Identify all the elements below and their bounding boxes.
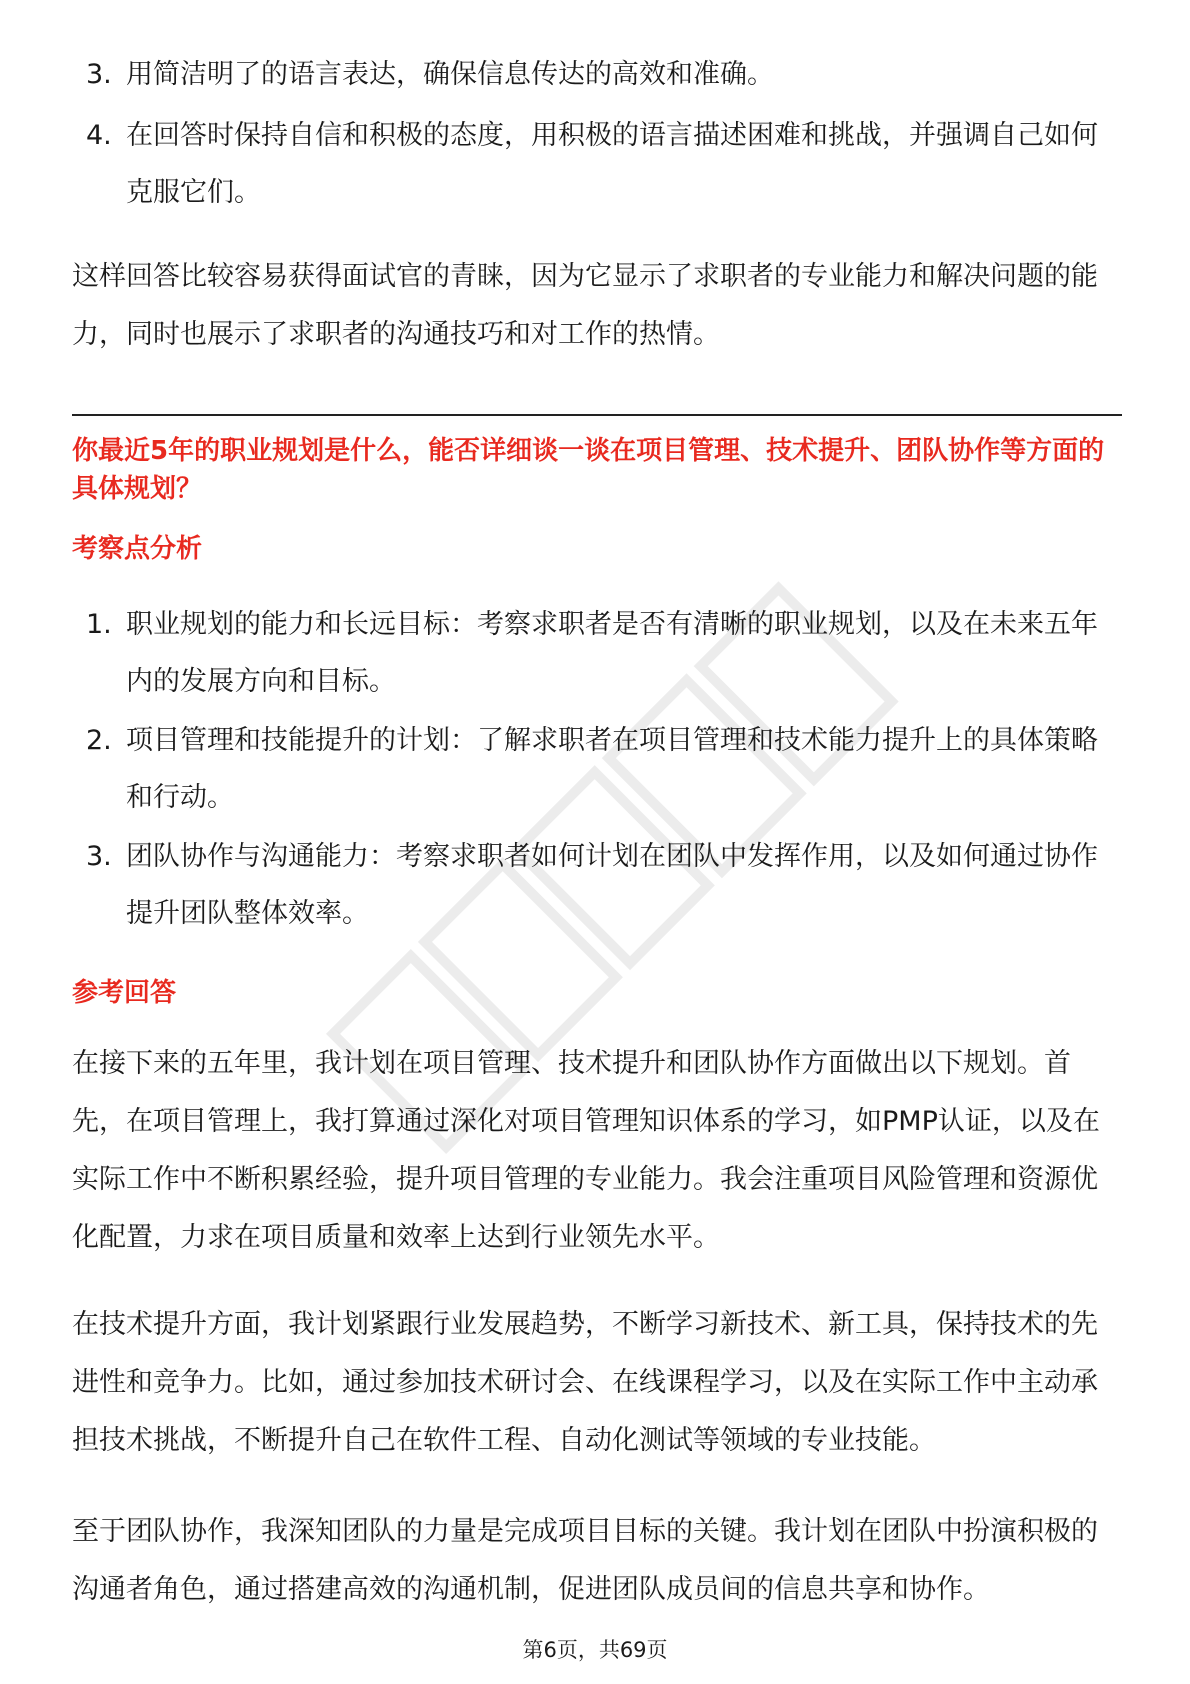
page-footer: 第6页，共69页 (522, 1638, 668, 1662)
question-heading: 你最近5年的职业规划是什么，能否详细谈一谈在项目管理、技术提升、团队协作等方面的具体规划？ (72, 436, 1105, 504)
answer-heading: 参考回答 (72, 978, 177, 1008)
tips-list (72, 46, 1122, 221)
list-text: 团队协作与沟通能力：考察求职者如何计划在团队中发挥作用，以及如何通过协作提升团队整体效率。 (126, 841, 1098, 929)
list-text: 职业规划的能力和长远目标：考察求职者是否有清晰的职业规划，以及在未来五年内的发展方向和目标。 (126, 609, 1098, 697)
list-item (72, 46, 1122, 103)
answer-paragraph: 在接下来的五年里，我计划在项目管理、技术提升和团队协作方面做出以下规划。首先，在项目管理上，我打算通过深化对项目管理知识体系的学习，如PMP认证，以及在实际工作中不断积累经验，提升项目管理的专业能力。我会注重项目风险管理和资源优化配置，力求在项目质量和效率上达到行业领先水平。 (72, 1048, 1100, 1253)
list-item (72, 596, 1122, 710)
list-number: 3. (86, 841, 112, 872)
list-text: 项目管理和技能提升的计划：了解求职者在项目管理和技术能力提升上的具体策略和行动。 (126, 725, 1098, 813)
analysis-heading: 考察点分析 (72, 534, 203, 564)
list-text: 在回答时保持自信和积极的态度，用积极的语言描述困难和挑战，并强调自己如何克服它们。 (126, 120, 1098, 208)
list-number: 3. (86, 59, 112, 90)
section-divider (72, 414, 1122, 416)
list-item (72, 107, 1122, 221)
answer-paragraph: 在技术提升方面，我计划紧跟行业发展趋势，不断学习新技术、新工具，保持技术的先进性和竞争力。比如，通过参加技术研讨会、在线课程学习，以及在实际工作中主动承担技术挑战，不断提升自己在软件工程、自动化测试等领域的专业技能。 (72, 1309, 1098, 1456)
summary-paragraph: 这样回答比较容易获得面试官的青睐，因为它显示了求职者的专业能力和解决问题的能力，同时也展示了求职者的沟通技巧和对工作的热情。 (72, 261, 1098, 350)
list-number: 1. (86, 609, 112, 640)
list-text: 用简洁明了的语言表达，确保信息传达的高效和准确。 (126, 59, 774, 90)
list-item (72, 712, 1122, 826)
list-number: 2. (86, 725, 112, 756)
list-number: 4. (86, 120, 112, 151)
answer-paragraph: 至于团队协作，我深知团队的力量是完成项目目标的关键。我计划在团队中扮演积极的沟通者角色，通过搭建高效的沟通机制，促进团队成员间的信息共享和协作。 (72, 1516, 1098, 1605)
list-item (72, 828, 1122, 942)
analysis-list (72, 596, 1122, 942)
